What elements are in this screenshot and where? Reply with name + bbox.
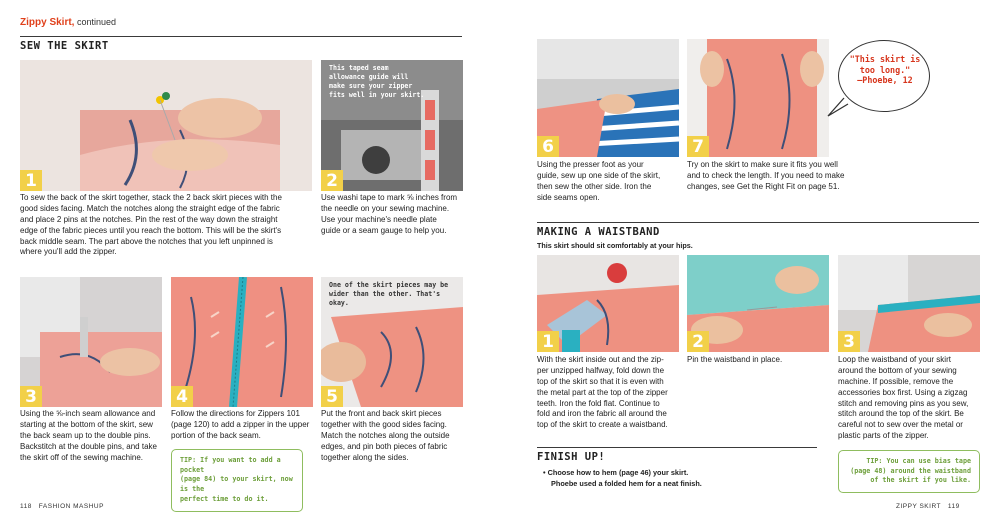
section-rule <box>20 36 462 37</box>
waistband-step-3-photo <box>838 255 980 352</box>
step-3-number: 3 <box>20 386 42 407</box>
step-6-photo <box>537 39 679 157</box>
running-head <box>20 17 116 28</box>
step-1-caption: To sew the back of the skirt together, stack the 2 back skirt pieces with the good sides facing. Match the notches along the straight edge of the fabric and place 2 pins at the notches. Pin the rest of the way down the straight edge of the fabric pieces until you reach the bottom. This will be the skirt's back middle seam. The part above the notches that you left unpinned is where you'll add the zipper. <box>20 193 282 257</box>
step-4-number: 4 <box>171 386 193 407</box>
tip-box-pocket: TIP: If you want to add a pocket (page 84) to your skirt, now is the perfect time to do it. <box>171 449 303 512</box>
footer-right-title: ZIPPY SKIRT <box>896 503 941 510</box>
section-title-finish: FINISH UP! <box>537 451 606 463</box>
step-5-number: 5 <box>321 386 343 407</box>
waistband-step-2-number: 2 <box>687 331 709 352</box>
waistband-step-1-photo <box>537 255 679 352</box>
step-4-photo <box>171 277 313 407</box>
step-1-number: 1 <box>20 170 42 191</box>
step-6-caption: Using the presser foot as your guide, sew up one side of the skirt, then sew the other side. Iron the side seams open. <box>537 160 661 202</box>
running-head-continued: continued <box>74 17 116 27</box>
step-2-number: 2 <box>321 170 343 191</box>
step-5-overlay-note: One of the skirt pieces may be wider than the other. That's okay. <box>329 281 449 307</box>
quote-bubble-tail <box>826 96 850 118</box>
section-title-waistband: MAKING A WAISTBAND <box>537 226 660 238</box>
waistband-step-2-photo <box>687 255 829 352</box>
footer-right-page-number: 119 <box>947 503 960 510</box>
quote-text: "This skirt is too long." —Phoebe, 12 <box>849 54 921 85</box>
step-5-caption: Put the front and back skirt pieces together with the good sides facing. Match the notches along the outside edges, and pin both pieces of fabric together along the sides. <box>321 409 450 462</box>
tip-box-bias-tape: TIP: You can use bias tape (page 48) around the waistband of the skirt if you like. <box>838 450 980 493</box>
step-1-photo <box>20 60 312 191</box>
finish-list <box>543 468 813 490</box>
step-4-caption: Follow the directions for Zippers 101 (page 120) to add a zipper in the upper portion of the back seam. <box>171 409 310 440</box>
waistband-subtitle: This skirt should sit comfortably at your hips. <box>537 241 693 250</box>
waistband-step-3-caption: Loop the waistband of your skirt around the bottom of your sewing machine. If possible, remove the accessories box first. Using a zigzag stitch and removing pins as you sew, stitch around the top of the skirt. Be careful not to sew over the metal or plastic parts of the zipper. <box>838 355 969 441</box>
step-3-photo <box>20 277 162 407</box>
step-2-photo <box>321 60 463 191</box>
finish-rule <box>537 447 817 448</box>
waistband-step-1-number: 1 <box>537 331 559 352</box>
step-2-overlay-note: This taped seam allowance guide will make sure your zipper fits well in your skirt. <box>329 64 425 99</box>
section-title-sew: SEW THE SKIRT <box>20 40 109 52</box>
waistband-step-1-caption: With the skirt inside out and the zip- per unzipped halfway, fold down the top of the skirt so that it is even with the metal part at the top of the zipper teeth. Iron the fold flat. Continue to fold and iron the fabric all around the top of the skirt to create a waistband. <box>537 355 668 430</box>
step-6-number: 6 <box>537 136 559 157</box>
step-7-photo <box>687 39 829 157</box>
step-5-photo <box>321 277 463 407</box>
step-2-caption: Use washi tape to mark ⅝ inches from the needle on your sewing machine. Use your machine's needle plate guide or a seam gauge to help you. <box>321 193 458 235</box>
footer-book-title: FASHION MASHUP <box>38 503 104 510</box>
finish-item-2: Phoebe used a folded hem for a neat finish. <box>551 478 702 488</box>
waistband-step-2-caption: Pin the waistband in place. <box>687 355 783 364</box>
step-7-number: 7 <box>687 136 709 157</box>
footer-page-number: 118 <box>20 503 32 510</box>
waistband-step-3-number: 3 <box>838 331 860 352</box>
running-head-brand: Zippy Skirt, <box>20 17 75 28</box>
step-3-caption: Using the ⅝-inch seam allowance and starting at the bottom of the skirt, sew the back seam up to the double pins. Backstitch at the double pins, and take the skirt off of the sewing machine. <box>20 409 157 462</box>
finish-item-1: • Choose how to hem (page 46) your skirt. <box>543 468 689 477</box>
waistband-rule <box>537 222 979 223</box>
step-7-caption: Try on the skirt to make sure it fits you well and to check the length. If you need to make changes, see Get the Right Fit on page 51. <box>687 160 845 191</box>
footer-right <box>896 503 960 510</box>
footer-left <box>20 503 104 510</box>
